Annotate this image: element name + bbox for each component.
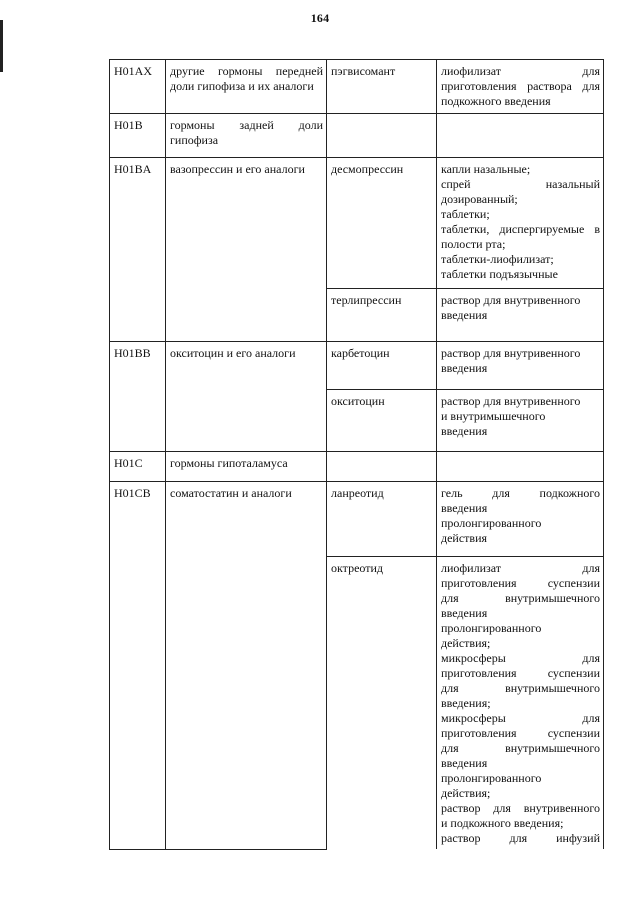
dosage-form-line: приготовления раствора для (441, 79, 600, 93)
dosage-form-cell (437, 158, 604, 289)
atc-code-cell: H01CB (110, 482, 166, 850)
dosage-form-line: введения (441, 361, 488, 375)
anatomical-therapeutic-group-cell (166, 482, 327, 850)
dosage-form-line: действия (441, 531, 488, 545)
dosage-form-line: приготовления суспензии (441, 666, 600, 680)
atc-code-cell: H01C (110, 452, 166, 482)
table-row (110, 452, 604, 482)
dosage-form-line: раствор для внутривенного (441, 346, 581, 360)
dosage-form-line: пролонгированного (441, 771, 542, 785)
group-text-line: гормоны задней доли (170, 118, 323, 132)
group-text-line: гипофиза (170, 133, 219, 147)
dosage-form-cell (437, 390, 604, 452)
dosage-form-line: раствор для внутривенного (441, 293, 581, 307)
dosage-form-cell (437, 60, 604, 114)
dosage-form-line: подкожного введения (441, 94, 551, 108)
dosage-form-cell (437, 557, 604, 850)
dosage-form-cell (437, 452, 604, 482)
dosage-form-line: и подкожного введения; (441, 816, 564, 830)
international-name-cell: карбетоцин (327, 342, 437, 390)
dosage-form-line: введения; (441, 696, 491, 710)
dosage-form-line: для внутримышечного (441, 591, 600, 605)
group-text-line: соматостатин и аналоги (170, 486, 292, 500)
dosage-form-line: полости рта; (441, 237, 506, 251)
dosage-form-line: лиофилизат для (441, 561, 600, 575)
dosage-form-cell (437, 342, 604, 390)
atc-code-cell: H01BB (110, 342, 166, 452)
dosage-form-line: введения (441, 606, 488, 620)
group-text-line: вазопрессин и его аналоги (170, 162, 305, 176)
dosage-form-line: для внутримышечного (441, 741, 600, 755)
drug-classification-table (109, 59, 604, 850)
international-name-cell: десмопрессин (327, 158, 437, 289)
page-edge-mark (0, 20, 3, 72)
international-name-cell: ланреотид (327, 482, 437, 557)
dosage-form-line: таблетки-лиофилизат; (441, 252, 554, 266)
dosage-form-line: и внутримышечного (441, 409, 546, 423)
dosage-form-line: действия; (441, 636, 491, 650)
dosage-form-line: введения (441, 501, 488, 515)
dosage-form-line: таблетки; (441, 207, 490, 221)
table-row (110, 114, 604, 158)
group-text-line: другие гормоны передней (170, 64, 323, 78)
page-number: 164 (310, 11, 330, 25)
dosage-form-line: микросферы для (441, 651, 600, 665)
international-name-cell: октреотид (327, 557, 437, 850)
international-name-cell (327, 452, 437, 482)
group-text-line: гормоны гипоталамуса (170, 456, 288, 470)
dosage-form-cell (437, 289, 604, 342)
group-text-line: окситоцин и его аналоги (170, 346, 296, 360)
atc-code-cell: H01AX (110, 60, 166, 114)
dosage-form-line: спрей назальный (441, 177, 600, 191)
dosage-form-line: пролонгированного (441, 516, 542, 530)
dosage-form-line: пролонгированного (441, 621, 542, 635)
dosage-form-line: действия; (441, 786, 491, 800)
dosage-form-line: капли назальные; (441, 162, 531, 176)
dosage-form-line: приготовления суспензии (441, 576, 600, 590)
anatomical-therapeutic-group-cell (166, 60, 327, 114)
dosage-form-line: введения (441, 756, 488, 770)
dosage-form-line: раствор для внутривенного (441, 801, 600, 815)
dosage-form-line: дозированный; (441, 192, 518, 206)
international-name-cell (327, 114, 437, 158)
dosage-form-line: гель для подкожного (441, 486, 600, 500)
dosage-form-line: таблетки подъязычные (441, 267, 558, 281)
atc-code-cell: H01BA (110, 158, 166, 342)
anatomical-therapeutic-group-cell (166, 158, 327, 342)
dosage-form-cell (437, 482, 604, 557)
dosage-form-line: введения (441, 424, 488, 438)
dosage-form-line: раствор для внутривенного (441, 394, 581, 408)
anatomical-therapeutic-group-cell (166, 114, 327, 158)
dosage-form-line: приготовления суспензии (441, 726, 600, 740)
anatomical-therapeutic-group-cell (166, 452, 327, 482)
dosage-form-line: введения (441, 308, 488, 322)
dosage-form-line: для внутримышечного (441, 681, 600, 695)
dosage-form-line: микросферы для (441, 711, 600, 725)
table-row (110, 482, 604, 557)
dosage-form-line: лиофилизат для (441, 64, 600, 78)
international-name-cell: терлипрессин (327, 289, 437, 342)
table-row (110, 158, 604, 289)
table-row (110, 60, 604, 114)
international-name-cell: пэгвисомант (327, 60, 437, 114)
dosage-form-line: таблетки, диспергируемые в (441, 222, 600, 236)
group-text-line: доли гипофиза и их аналоги (170, 79, 314, 93)
atc-code-cell: H01B (110, 114, 166, 158)
international-name-cell: окситоцин (327, 390, 437, 452)
anatomical-therapeutic-group-cell (166, 342, 327, 452)
dosage-form-cell (437, 114, 604, 158)
dosage-form-line: раствор для инфузий (441, 831, 600, 845)
table-row (110, 342, 604, 390)
